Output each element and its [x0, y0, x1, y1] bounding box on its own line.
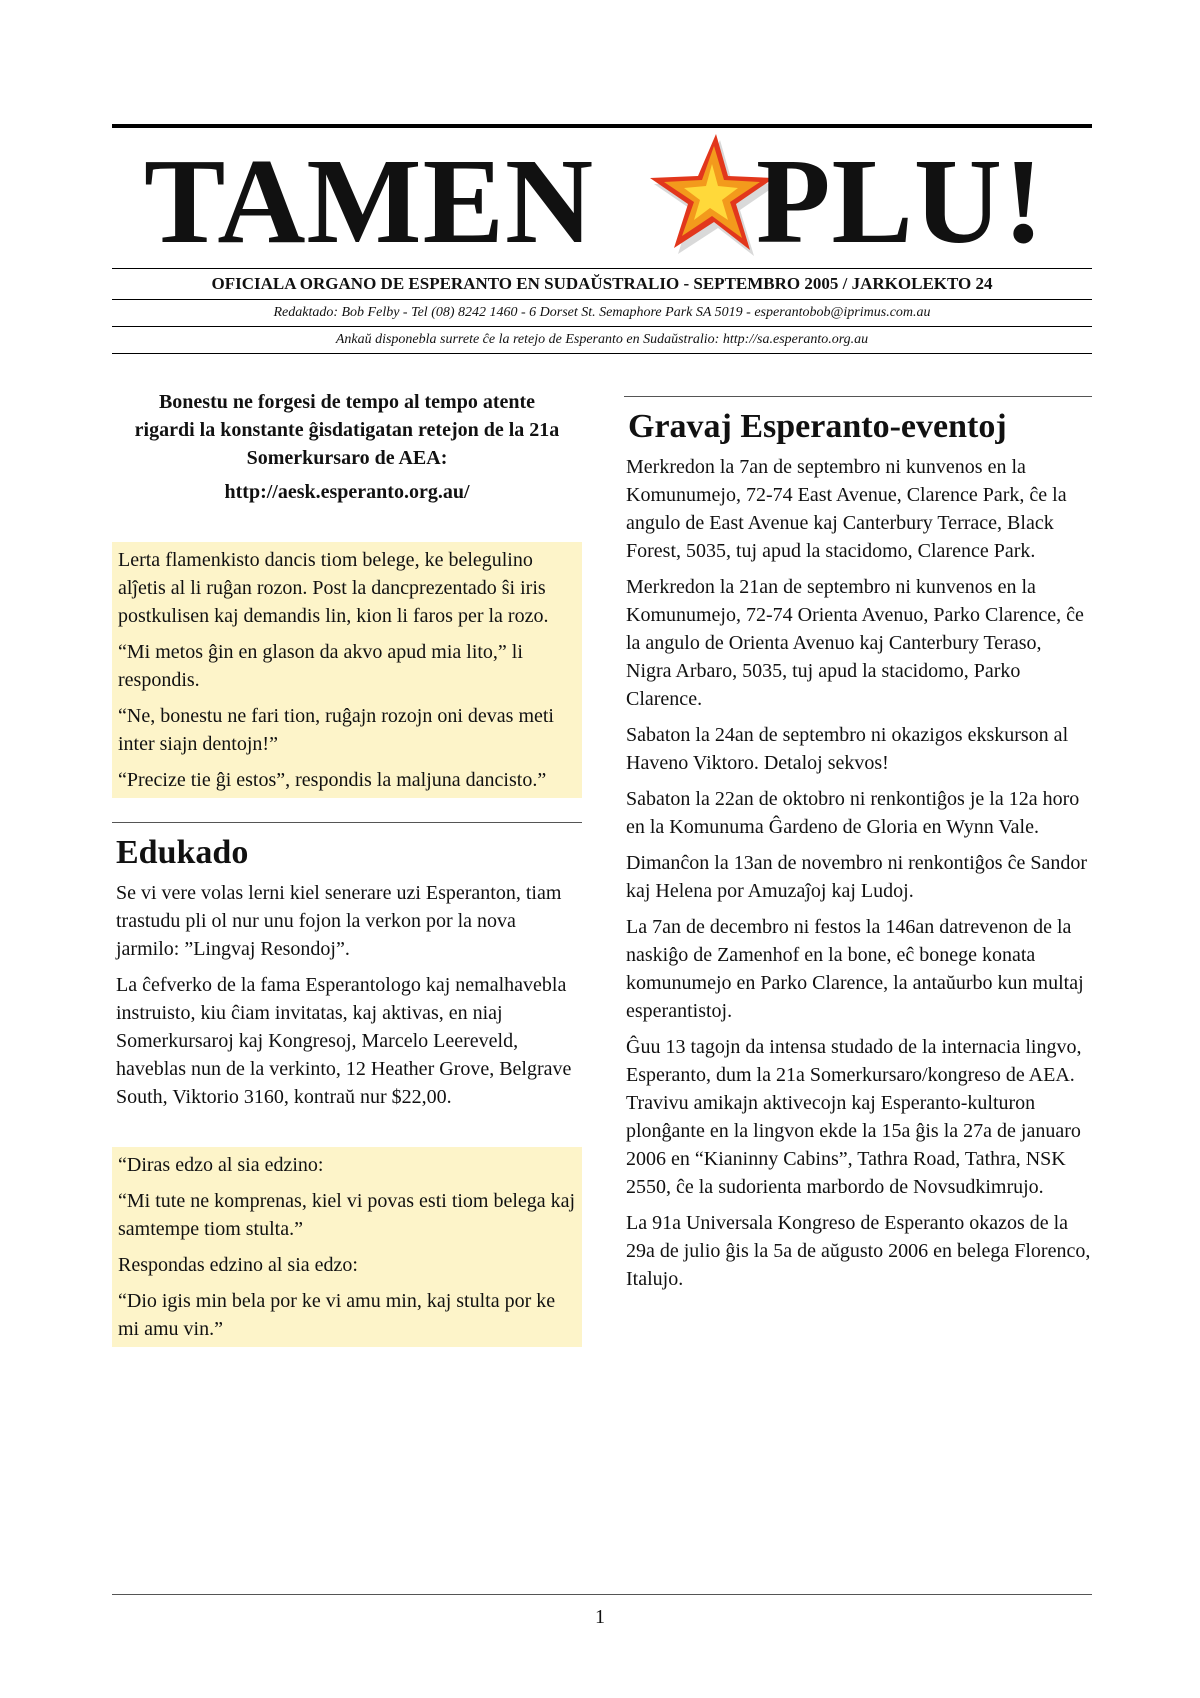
masthead [112, 124, 1092, 354]
event-item: Merkredon la 21an de septembro ni kunvenos en la Komunumejo, 72-74 Orienta Avenuo, Parko Clarence, ĉe la angulo de Orienta Avenuo kaj Canterbury Teraso, Nigra Arbaro, 5035, tuj apud la stacidomo, Parko Clarence. [626, 576, 1084, 710]
event-item: Merkredon la 7an de septembro ni kunvenos en la Komunumejo, 72-74 East Avenue, Clarence Park, ĉe la angulo de East Avenue kaj Canterbury Terrace, Black Forest, 5035, tuj apud la stacidomo, Clarence Park. [626, 456, 1067, 562]
event-item: Ĝuu 13 tagojn da intensa studado de la internacia lingvo, Esperanto, dum la 21a Somerkursaro/kongreso de AEA. Travivu amikajn aktivecojn kaj Esperanto-kulturon plonĝante en la lingvon ekde la 15a ĝis la 27a de januaro 2006 en “Kianinny Cabins”, Tathra Road, Tathra, NSK 2550, ĉe la sudorienta marbordo de Novsudkimrujo. [626, 1036, 1082, 1198]
events-top-rule [624, 396, 1092, 397]
joke1-paragraph: “Ne, bonestu ne fari tion, ruĝajn rozojn oni devas meti inter siajn dentojn!” [118, 705, 554, 755]
joke2-paragraph: “Diras edzo al sia edzino: [118, 1154, 324, 1176]
joke2-paragraph: Respondas edzino al sia edzo: [118, 1254, 358, 1276]
event-item: Sabaton la 24an de septembro ni okazigos ekskurson al Haveno Viktoro. Detaloj sekvos! [626, 724, 1069, 774]
joke1-paragraph: “Precize tie ĝi estos”, respondis la maljuna dancisto.” [118, 769, 547, 791]
footer-rule [112, 1594, 1092, 1595]
edukado-paragraph: Se vi vere volas lerni kiel senerare uzi Esperanton, tiam trastudu pli ol nur unu fojon la verkon por la nova jarmilo: ”Lingvaj Resondoj”. [116, 882, 562, 960]
edukado-heading: Edukado [116, 834, 249, 871]
page-number: 1 [595, 1606, 605, 1628]
website-notice [112, 388, 582, 506]
title-left-word: TAMEN [144, 134, 595, 269]
event-item: Sabaton la 22an de oktobro ni renkontiĝos je la 12a horo en la Komunuma Ĝardeno de Gloria en Wynn Vale. [626, 788, 1080, 838]
joke1-paragraph: “Mi metos ĝin en glason da akvo apud mia lito,” li respondis. [118, 641, 523, 691]
editor-line: Redaktado: Bob Felby - Tel (08) 8242 1460 - 6 Dorset St. Semaphore Park SA 5019 - esperantobob@iprimus.com.au [112, 300, 1092, 327]
event-item: La 91a Universala Kongreso de Esperanto okazos de la 29a de julio ĝis la 5a de aŭgusto 2006 en belega Florenco, Italujo. [626, 1212, 1091, 1290]
joke-box-spouses [112, 1147, 582, 1347]
events-heading: Gravaj Esperanto-eventoj [628, 408, 1007, 445]
section-divider [112, 822, 582, 823]
joke2-paragraph: “Mi tute ne komprenas, kiel vi povas esti tiom belega kaj samtempe tiom stulta.” [118, 1190, 576, 1240]
notice-url[interactable]: http://aesk.esperanto.org.au/ [224, 481, 470, 503]
event-item: Dimanĉon la 13an de novembro ni renkontiĝos ĉe Sandor kaj Helena por Amuzaĵoj kaj Ludoj. [626, 852, 1087, 902]
newsletter-title [112, 128, 1092, 268]
joke-box-flamenco [112, 542, 582, 798]
joke1-paragraph: Lerta flamenkisto dancis tiom belege, ke belegulino alĵetis al li ruĝan rozon. Post la dancprezentado ŝi iris postkulisen kaj demandis lin, kion li faros per la rozo. [118, 549, 549, 627]
left-column [112, 388, 582, 1347]
title-right-word: PLU! [756, 134, 1045, 269]
web-line: Ankaŭ disponebla surrete ĉe la retejo de Esperanto en Sudaŭstralio: http://sa.esperanto.org.au [112, 327, 1092, 354]
right-column [624, 396, 1092, 1301]
notice-text: Bonestu ne forgesi de tempo al tempo atente rigardi la konstante ĝisdatigatan retejon de la 21a Somerkursaro de AEA: [134, 391, 560, 469]
joke2-paragraph: “Dio igis min bela por ke vi amu min, kaj stulta por ke mi amu vin.” [118, 1290, 556, 1340]
edukado-paragraph: La ĉefverko de la fama Esperantologo kaj nemalhavebla instruisto, kiu ĉiam invitatas, kaj aktivas, en niaj Somerkursaroj kaj Kongresoj, Marcelo Leereveld, haveblas nun de la verkinto, 12 Heather Grove, Belgrave South, Viktorio 3160, kontraŭ nur $22,00. [116, 974, 572, 1108]
masthead-subtitle: OFICIALA ORGANO DE ESPERANTO EN SUDAŬSTRALIO - SEPTEMBRO 2005 / JARKOLEKTO 24 [112, 269, 1092, 300]
event-item: La 7an de decembro ni festos la 146an datrevenon de la naskiĝo de Zamenhof en la bone, eĉ bonege konata komunumejo en Parko Clarence, la antaŭurbo kun multaj esperantistoj. [626, 916, 1084, 1022]
